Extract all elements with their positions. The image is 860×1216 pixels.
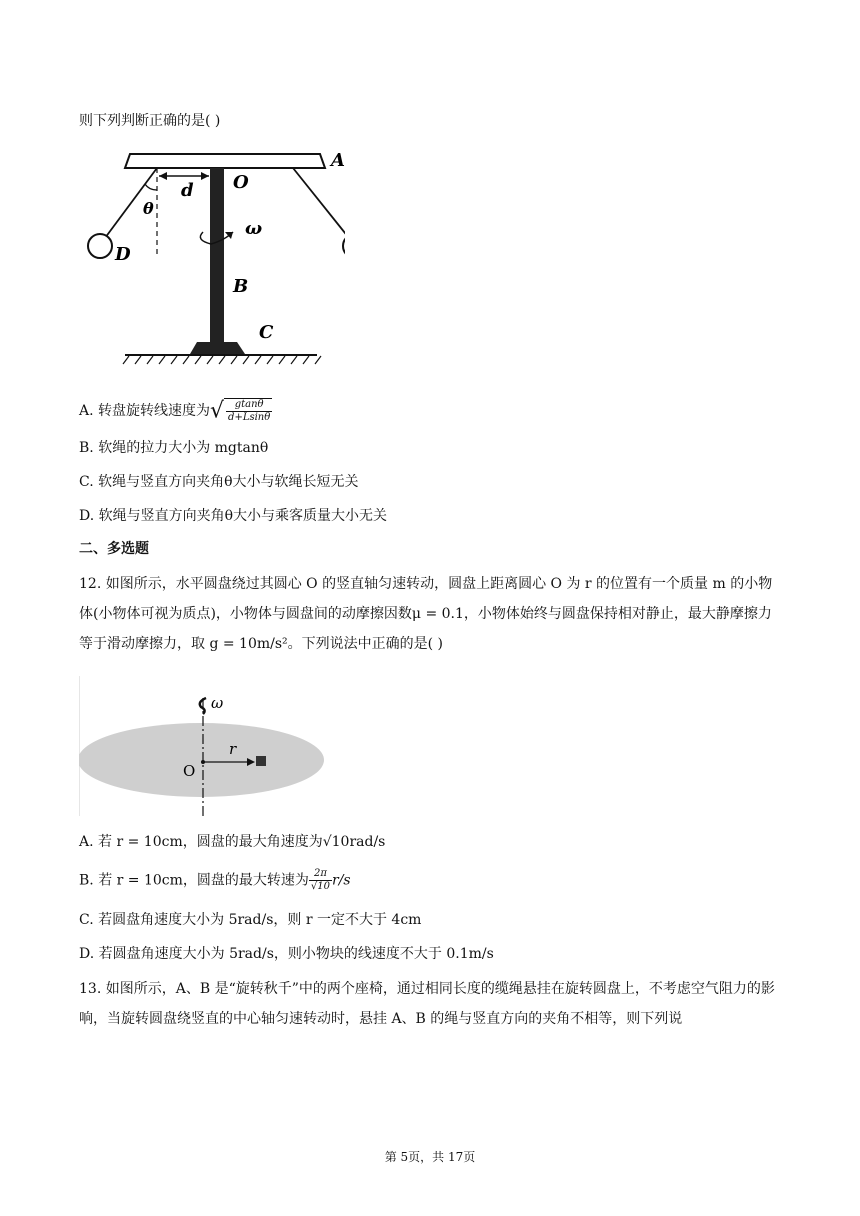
figure-rotating-disc: [79, 676, 329, 816]
q12-option-A: A. 若 r = 10cm，圆盘的最大角速度为√10rad/s: [79, 834, 386, 850]
q11-A-denominator: d+Lsinθ: [228, 412, 271, 423]
q11-A-numerator: gtanθ: [226, 399, 272, 412]
disc-ellipse: [79, 723, 324, 797]
disc-label-O: O: [183, 762, 196, 780]
label-C: C: [259, 322, 274, 343]
q11-option-C: C. 软绳与竖直方向夹角θ大小与软绳长短无关: [79, 474, 359, 490]
q12-option-B-prefix: B. 若 r = 10cm，圆盘的最大转速为: [79, 872, 309, 889]
disc-label-omega: ω: [211, 694, 224, 712]
ball-right: [343, 234, 345, 258]
label-d: d: [181, 180, 194, 201]
label-A: A: [331, 150, 345, 171]
q12-B-denominator: √10: [310, 881, 331, 892]
q12-option-B: [79, 868, 351, 893]
label-omega: ω: [245, 218, 263, 239]
q12-option-B-suffix: r/s: [332, 872, 351, 889]
disc-A: [125, 154, 325, 168]
q11-option-A-prefix: A. 转盘旋转线速度为: [79, 403, 211, 419]
theta-arc: [145, 184, 157, 190]
ball-D: [88, 234, 112, 258]
center-dot: [201, 760, 205, 764]
small-block: [256, 756, 266, 766]
rope-right: [293, 168, 345, 238]
q12-B-numerator: 2π: [309, 868, 332, 881]
q12-option-D: D. 若圆盘角速度大小为 5rad/s，则小物块的线速度不大于 0.1m/s: [79, 946, 494, 962]
pillar-B: [210, 168, 224, 346]
section-title: 二、多选题: [79, 541, 149, 557]
sqrt-expression: √ $\frac{gtan\theta}{d+Lsin\theta}$: [210, 398, 271, 424]
page-footer: 第 5页，共 17页: [384, 1150, 476, 1164]
label-theta: θ: [143, 199, 154, 218]
q11-option-B: B. 软绳的拉力大小为 mgtanθ: [79, 440, 269, 456]
label-O: O: [233, 172, 249, 193]
intro-line: 则下列判断正确的是( ): [79, 113, 221, 129]
q11-option-D: D. 软绳与竖直方向夹角θ大小与乘客质量大小无关: [79, 508, 388, 524]
label-B: B: [233, 276, 249, 297]
q11-option-A: [79, 398, 272, 424]
base-C: [190, 342, 245, 354]
q13-stem: 13. 如图所示，A、B 是“旋转秋千”中的两个座椅，通过相同长度的缆绳悬挂在旋转圆盘上，不考虑空气阻力的影响，当旋转圆盘绕竖直的中心轴匀速转动时，悬挂 A、B 的绳与竖直方向的夹角不相等，则下列说: [79, 981, 775, 1027]
ground-hatch: [123, 356, 321, 364]
figure-rotating-swing: [85, 142, 345, 370]
q12-option-C: C. 若圆盘角速度大小为 5rad/s，则 r 一定不大于 4cm: [79, 912, 422, 928]
q12-stem: 12. 如图所示，水平圆盘绕过其圆心 O 的竖直轴匀速转动，圆盘上距离圆心 O 为 r 的位置有一个质量 m 的小物体(小物体可视为质点)，小物体与圆盘间的动摩擦因数μ = 0.1，小物体始终与圆盘保持相对静止，最大静摩擦力等于滑动摩擦力，取 g = 10m/s²。下列说法中正确的是( ): [79, 576, 773, 652]
label-D: D: [115, 244, 131, 265]
disc-label-r: r: [229, 740, 237, 758]
